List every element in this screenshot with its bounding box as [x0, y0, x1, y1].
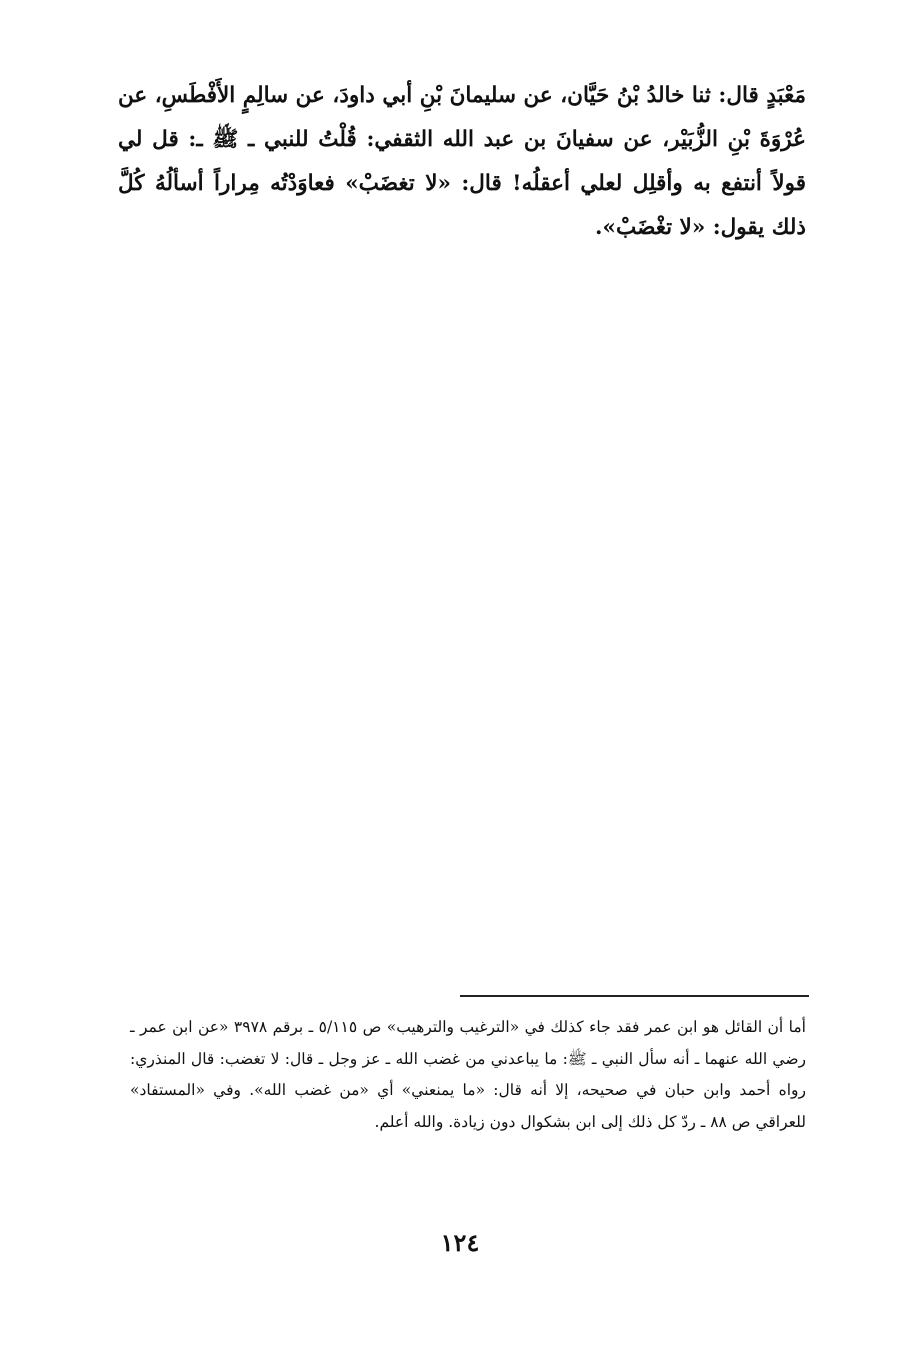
page-number: ١٢٤: [440, 1228, 480, 1257]
main-text-block: [118, 74, 806, 250]
footnote-separator: [460, 995, 809, 997]
footnote-block: [130, 1012, 806, 1138]
footnote-paragraph: أما أن القائل هو ابن عمر فقد جاء كذلك في «الترغيب والترهيب» ص ٥/١١٥ ـ برقم ٣٩٧٨ «عن ابن عمر ـ رضي الله عنهما ـ أنه سأل النبي ـ ﷺ: ما يباعدني من غضب الله ـ عز وجل ـ قال: لا تغضب: قال المنذري: رواه أحمد وابن حبان في صحيحه، إلا أنه قال: «ما يمنعني» أي «من غضب الله». وفي «المستفاد» للعراقي ص ٨٨ ـ ردّ كل ذلك إلى ابن بشكوال دون زيادة. والله أعلم.: [130, 1018, 806, 1131]
hadith-paragraph: مَعْبَدٍ قال: ثنا خالدُ بْنُ حَيَّان، عن سليمانَ بْنِ أبي داودَ، عن سالِمٍ الأَفْطَسِ، عن عُرْوَةَ بْنِ الزُّبَيْر، عن سفيانَ بن عبد الله الثقفي: قُلْتُ للنبي ـ ﷺ ـ: قل لي قولاً أنتفع به وأقلِل لعلي أعقلُه! قال: «لا تغضَبْ» فعاوَدْتُه مِراراً أسألُهُ كُلَّ ذلك يقول: «لا تغْضَبْ».: [118, 83, 806, 240]
